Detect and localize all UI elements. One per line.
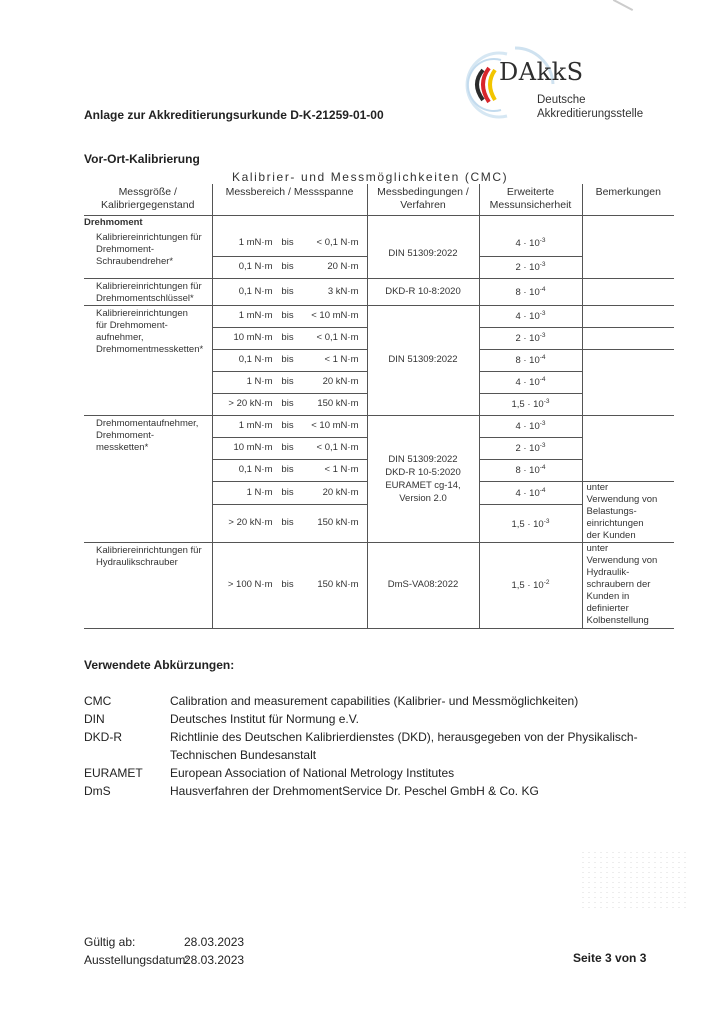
range-to: 20 kN·m [322,376,359,387]
cmc-table [84,184,674,629]
range-from: > 100 N·m [227,579,273,590]
calibration-item: Kalibriereinrichtungen für Hydraulikschrauber [84,542,212,628]
uncertainty-exponent: -3 [543,517,550,525]
range-bis: bis [281,376,294,387]
range-from: 1 N·m [246,486,273,498]
abbreviation-key: CMC [84,694,112,708]
header-uncertainty [479,184,582,216]
uncertainty-mantissa: 1,5 · 10 [511,580,544,592]
measurement-range [212,505,367,542]
table-row [84,305,674,327]
header-remarks: Bemerkungen [582,184,674,216]
empty-cell [212,216,367,231]
uncertainty-cell [479,305,582,327]
range-from: 0,1 N·m [238,261,273,272]
table-row [84,278,674,305]
range-values [217,464,363,476]
uncertainty-mantissa: 2 · 10 [515,262,540,274]
uncertainty-exponent: -4 [539,464,546,472]
range-bis: bis [281,517,294,529]
range-bis: bis [281,398,294,409]
uncertainty-cell [479,256,582,278]
uncertainty-exponent: -4 [539,376,546,384]
uncertainty-exponent: -4 [539,487,546,495]
abbreviation-key: EURAMET [84,766,143,780]
uncertainty-exponent: -3 [543,398,550,406]
uncertainty-mantissa: 4 · 10 [515,238,540,250]
measurement-range [212,371,367,393]
uncertainty-cell [479,278,582,305]
uncertainty-cell [479,459,582,481]
scan-artifact [613,0,633,11]
uncertainty-mantissa: 2 · 10 [515,443,540,455]
header-text: Messbedingungen / [377,186,469,198]
method-cell: DIN 51309:2022 [367,230,479,278]
range-bis: bis [281,332,294,343]
range-values [217,310,363,322]
uncertainty-exponent: -4 [539,354,546,362]
range-from: 1 N·m [246,376,273,387]
range-bis: bis [281,579,294,590]
uncertainty-mantissa: 8 · 10 [515,465,540,477]
remark-cell [582,349,674,415]
uncertainty-exponent: -4 [539,285,546,293]
range-values [217,517,363,529]
uncertainty-cell [479,349,582,371]
abbreviation-item [84,692,670,710]
range-bis: bis [281,486,294,498]
abbreviations-title: Verwendete Abkürzungen: [84,658,235,672]
page-number: Seite 3 von 3 [573,951,647,965]
valid-from-line [84,933,244,951]
calibration-item: Kalibriereinrichtungen für Drehmoment- Schraubendreher* [96,232,202,267]
measurement-range [212,481,367,505]
logo-subtitle-line: Deutsche [537,94,586,106]
range-to: < 0,1 N·m [316,236,359,248]
range-from: > 20 kN·m [228,398,273,409]
abbreviation-key: DKD-R [84,730,122,744]
uncertainty-cell [479,327,582,349]
range-values [217,354,363,366]
uncertainty-exponent: -2 [543,579,550,587]
range-to: < 0,1 N·m [316,442,359,453]
header-method [367,184,479,216]
method-cell: DIN 51309:2022 DKD-R 10-5:2020 EURAMET cg-14, Version 2.0 [367,415,479,542]
logo-subtitle [537,93,643,121]
range-from: 0,1 N·m [238,285,273,297]
header-text: Erweiterte [506,186,555,198]
range-to: < 1 N·m [324,354,359,365]
range-to: 3 kN·m [327,285,359,297]
uncertainty-mantissa: 8 · 10 [515,287,540,299]
remark-cell [582,327,674,349]
range-bis: bis [281,310,294,321]
issue-date-line [84,951,244,969]
uncertainty-cell [479,505,582,542]
range-bis: bis [281,354,294,365]
measurement-range [212,437,367,459]
logo-subtitle-line: Akkreditierungsstelle [537,108,644,120]
uncertainty-exponent: -3 [539,310,546,318]
measurement-range [212,542,367,628]
uncertainty-exponent: -3 [539,332,546,340]
range-bis: bis [281,261,294,272]
range-values [217,237,363,249]
table-caption: Kalibrier- und Messmöglichkeiten (CMC) [232,170,509,184]
range-bis: bis [281,236,294,248]
uncertainty-mantissa: 8 · 10 [515,355,540,367]
abbreviation-item [84,764,670,782]
range-to: < 1 N·m [324,464,359,475]
uncertainty-cell [479,415,582,437]
measurement-range [212,278,367,305]
measurement-range [212,349,367,371]
range-to: < 0,1 N·m [316,332,359,343]
abbreviation-key: DmS [84,784,111,798]
range-values [217,261,363,273]
uncertainty-cell [479,437,582,459]
table-row [84,230,674,256]
uncertainty-mantissa: 4 · 10 [515,421,540,433]
remark-cell [582,278,674,305]
dakks-logo [457,44,687,124]
remark-cell: unter Verwendung von Hydraulik- schraubern der Kunden in definierter Kolbenstellung [582,542,674,628]
section-title: Vor-Ort-Kalibrierung [84,152,200,166]
range-values [217,376,363,388]
abbreviation-value: Hausverfahren der DrehmomentService Dr. Peschel GmbH & Co. KG [170,784,539,798]
table-row [84,542,674,628]
footer-dates [84,933,244,969]
range-from: 0,1 N·m [238,354,273,365]
abbreviation-item [84,782,670,800]
category-label: Drehmoment [84,217,143,228]
uncertainty-exponent: -3 [539,237,546,245]
range-bis: bis [281,442,294,453]
remark-cell: unter Verwendung von Belastungs- einrichtungen der Kunden [582,481,674,542]
valid-from-label: Gültig ab: [84,935,136,949]
uncertainty-mantissa: 1,5 · 10 [511,519,544,531]
range-from: 0,1 N·m [238,464,273,475]
empty-cell [479,216,582,231]
range-from: > 20 kN·m [228,517,273,529]
abbreviation-value: Deutsches Institut für Normung e.V. [170,712,359,726]
abbreviation-value: Richtlinie des Deutschen Kalibrierdienstes (DKD), herausgegeben von der Physikalisch-Technischen Bundesanstalt [170,730,638,762]
range-bis: bis [281,464,294,475]
uncertainty-exponent: -3 [539,261,546,269]
header-text: Verfahren [400,199,446,211]
range-from: 1 mN·m [238,236,273,248]
range-to: 20 N·m [327,261,359,272]
measurement-range [212,256,367,278]
empty-cell [582,216,674,231]
remark-cell [582,415,674,481]
measurement-range [212,393,367,415]
uncertainty-mantissa: 4 · 10 [515,311,540,323]
header-range: Messbereich / Messspanne [212,184,367,216]
range-values [217,286,363,298]
uncertainty-mantissa: 2 · 10 [515,333,540,345]
range-to: 150 kN·m [317,517,359,529]
range-to: < 10 mN·m [311,420,359,431]
issue-date-label: Ausstellungsdatum: [84,953,189,967]
abbreviations-list [84,692,670,800]
method-cell: DmS-VA08:2022 [367,542,479,628]
abbreviation-value: Calibration and measurement capabilities (Kalibrier- und Messmöglichkeiten) [170,694,579,708]
range-to: 20 kN·m [322,486,359,498]
abbreviation-key: DIN [84,712,105,726]
table-header-row [84,184,674,216]
method-cell: DIN 51309:2022 [367,305,479,415]
abbreviation-item [84,710,670,728]
range-values [217,398,363,410]
uncertainty-mantissa: 4 · 10 [515,377,540,389]
uncertainty-exponent: -3 [539,420,546,428]
valid-from-value: 28.03.2023 [184,935,245,949]
uncertainty-cell [479,481,582,505]
calibration-item: Drehmomentaufnehmer, Drehmoment- messketten* [84,415,212,542]
range-from: 10 mN·m [233,442,273,453]
range-values [217,579,363,591]
table-row [84,415,674,437]
measurement-range [212,459,367,481]
logo-name: DAkkS [499,58,584,86]
range-from: 10 mN·m [233,332,273,343]
category-row [84,216,674,231]
uncertainty-mantissa: 4 · 10 [515,488,540,500]
measurement-range [212,415,367,437]
range-values [217,420,363,432]
range-values [217,332,363,344]
measurement-range [212,230,367,256]
measurement-range [212,305,367,327]
header-text: Messunsicherheit [489,199,572,211]
header-text: Kalibriergegenstand [101,199,195,211]
calibration-item: Kalibriereinrichtungen für Drehmomentschlüssel* [84,278,212,305]
uncertainty-cell [479,371,582,393]
range-from: 1 mN·m [238,310,273,321]
abbreviation-item [84,728,670,764]
abbreviation-value: European Association of National Metrology Institutes [170,766,455,780]
issue-date-value: 28.03.2023 [184,953,245,967]
faded-stamp [580,850,690,910]
range-from: 1 mN·m [238,420,273,431]
range-bis: bis [281,285,294,297]
range-to: < 10 mN·m [311,310,359,321]
remark-cell [582,230,674,278]
range-values [217,442,363,454]
calibration-item: Kalibriereinrichtungen für Drehmoment- aufnehmer, Drehmomentmessketten* [84,305,212,415]
header-text: Messgröße / [118,186,177,198]
document-title: Anlage zur Akkreditierungsurkunde D-K-21259-01-00 [84,108,384,122]
uncertainty-mantissa: 1,5 · 10 [511,399,544,411]
uncertainty-cell [479,230,582,256]
range-to: 150 kN·m [317,398,359,409]
uncertainty-cell [479,542,582,628]
uncertainty-exponent: -3 [539,442,546,450]
table-body [84,216,674,629]
method-cell: DKD-R 10-8:2020 [367,278,479,305]
header-measurand [84,184,212,216]
empty-cell [367,216,479,231]
range-values [217,487,363,499]
uncertainty-cell [479,393,582,415]
remark-cell [582,305,674,327]
range-to: 150 kN·m [317,579,359,590]
range-bis: bis [281,420,294,431]
measurement-range [212,327,367,349]
